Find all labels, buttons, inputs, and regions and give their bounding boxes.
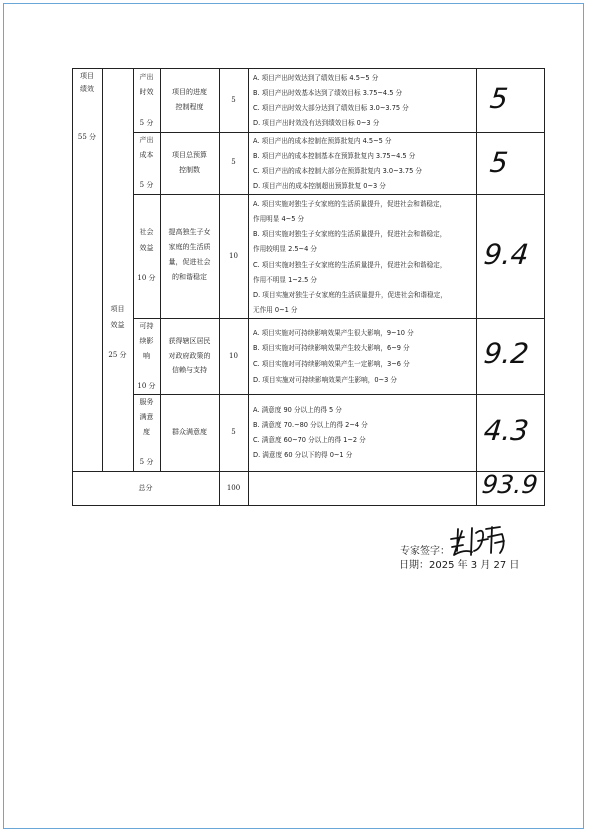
- criteria-line: C. 项目实施对独生子女家庭的生活质量提升，促进社会和谐稳定，: [253, 261, 447, 269]
- indicator-line: 对政府政策的: [168, 352, 211, 360]
- criteria-line: 作用明显 4~5 分: [253, 215, 305, 223]
- indicator-line: 项目总预算: [172, 151, 207, 159]
- indicator-line: 量，促进社会: [168, 258, 211, 266]
- indicator-line: 家庭的生活质: [168, 243, 211, 251]
- indicator-line: 群众满意度: [172, 428, 207, 436]
- indicator-line: 获得辖区居民: [168, 337, 211, 345]
- total-label: 总分: [138, 484, 153, 492]
- criteria-line: A. 满意度 90 分以上的得 5 分: [253, 406, 342, 414]
- handwritten-score: 9.2: [482, 337, 531, 370]
- row-points: 5 分: [139, 119, 154, 127]
- category-title-2: 绩效: [80, 85, 94, 93]
- criteria-line: C. 项目实施对可持续影响效果产生一定影响，3~6 分: [253, 360, 410, 368]
- sub-category-title-2: 效益: [110, 321, 125, 329]
- sign-date: 日期：2025 年 3 月 27 日: [399, 560, 520, 571]
- criteria-line: 作用不明显 1~2.5 分: [253, 276, 317, 284]
- row-points: 10 分: [137, 382, 156, 390]
- row-weight: 10: [229, 252, 238, 260]
- criteria-line: A. 项目产出时效达到了绩效目标 4.5~5 分: [253, 74, 379, 82]
- criteria-line: C. 项目产出时效大部分达到了绩效目标 3.0~3.75 分: [253, 104, 409, 112]
- row-label-line: 效益: [139, 244, 154, 252]
- criteria-line: 作用较明显 2.5~4 分: [253, 245, 317, 253]
- criteria-line: A. 项目实施对独生子女家庭的生活质量提升，促进社会和谐稳定，: [253, 200, 447, 208]
- handwritten-signature: [448, 519, 512, 559]
- row-points: 10 分: [137, 274, 156, 282]
- category-title-1: 项目: [80, 72, 94, 80]
- row-points: 5 分: [139, 458, 154, 466]
- handwritten-score: 5: [488, 82, 510, 115]
- handwritten-score: 4.3: [482, 414, 531, 447]
- indicator-line: 信赖与支持: [172, 366, 207, 374]
- row-label-line: 续影: [139, 337, 154, 345]
- indicator-line: 控制数: [179, 166, 200, 174]
- row-label-line: 成本: [139, 151, 154, 159]
- criteria-line: C. 满意度 60~70 分以上的得 1~2 分: [253, 436, 366, 444]
- expert-signature-label: 专家签字：: [400, 546, 450, 557]
- sub-category-points: 25 分: [108, 351, 127, 359]
- row-weight: 5: [231, 158, 236, 166]
- row-label-line: 可持: [139, 322, 154, 330]
- indicator-line: 提高独生子女: [168, 228, 211, 236]
- indicator-line: 控制程度: [175, 103, 204, 111]
- row-points: 5 分: [139, 181, 154, 189]
- indicator-line: 的和谐稳定: [172, 273, 207, 281]
- row-weight: 5: [231, 96, 236, 104]
- row-label-line: 产出: [139, 73, 154, 81]
- handwritten-total-score: 93.9: [480, 470, 540, 499]
- handwritten-score: 9.4: [482, 238, 531, 271]
- criteria-line: D. 项目产出的成本控制超出预算批复 0~3 分: [253, 182, 386, 190]
- row-label-line: 满意: [139, 413, 154, 421]
- sub-category-title-1: 项目: [110, 305, 125, 313]
- row-label-line: 社会: [139, 228, 154, 236]
- criteria-line: A. 项目产出的成本控制在预算批复内 4.5~5 分: [253, 137, 392, 145]
- criteria-line: 无作用 0~1 分: [253, 306, 298, 314]
- criteria-line: B. 项目实施对可持续影响效果产生较大影响，6~9 分: [253, 344, 410, 352]
- criteria-line: B. 项目产出时效基本达到了绩效目标 3.75~4.5 分: [253, 89, 403, 97]
- criteria-line: B. 项目实施对独生子女家庭的生活质量提升，促进社会和谐稳定，: [253, 230, 447, 238]
- criteria-line: D. 项目产出时效没有达到绩效目标 0~3 分: [253, 119, 380, 127]
- row-label-line: 响: [143, 352, 150, 360]
- row-label-line: 时效: [139, 88, 154, 96]
- criteria-line: B. 项目产出的成本控制基本在预算批复内 3.75~4.5 分: [253, 152, 416, 160]
- handwritten-score: 5: [488, 146, 510, 179]
- row-label-line: 产出: [139, 136, 154, 144]
- criteria-line: C. 项目产出的成本控制大部分在预算批复内 3.0~3.75 分: [253, 167, 422, 175]
- criteria-line: D. 项目实施对可持续影响效果产生影响，0~3 分: [253, 376, 397, 384]
- criteria-line: D. 满意度 60 分以下的得 0~1 分: [253, 451, 353, 459]
- total-weight: 100: [226, 484, 241, 492]
- indicator-line: 项目的进度: [172, 88, 207, 96]
- criteria-line: A. 项目实施对可持续影响效果产生很大影响，9~10 分: [253, 329, 414, 337]
- row-weight: 5: [231, 428, 236, 436]
- category-points: 55 分: [77, 133, 97, 141]
- row-label-line: 服务: [139, 398, 154, 406]
- criteria-line: B. 满意度 70.~80 分以上的得 2~4 分: [253, 421, 368, 429]
- row-label-line: 度: [143, 428, 150, 436]
- row-weight: 10: [229, 352, 238, 360]
- criteria-line: D. 项目实施对独生子女家庭的生活质量提升，促进社会和谐稳定，: [253, 291, 447, 299]
